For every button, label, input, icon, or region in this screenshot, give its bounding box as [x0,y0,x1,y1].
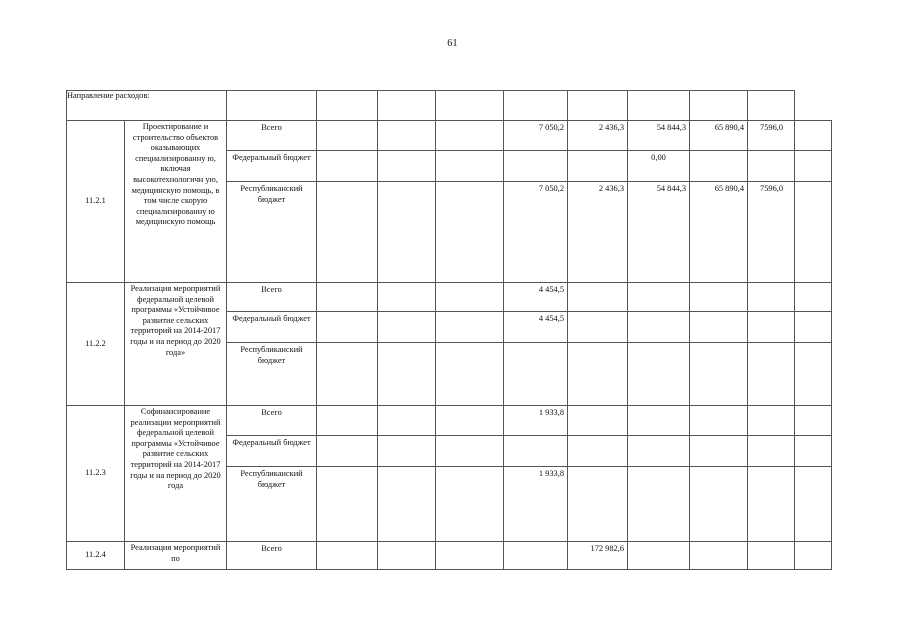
row-code: 11.2.1 [67,121,125,283]
table-row [67,542,832,570]
table-row [67,406,832,436]
value-cell: 54 844,3 [628,121,690,151]
value-cell [748,343,795,406]
empty-cell [795,283,832,312]
value-cell [568,436,628,467]
table-row [67,283,832,312]
empty-cell [436,151,504,182]
empty-cell [436,467,504,542]
value-cell: 7 050,2 [504,121,568,151]
empty-cell [795,182,832,283]
value-cell: 2 436,3 [568,182,628,283]
value-cell [628,542,690,570]
row-code: 11.2.4 [67,542,125,570]
empty-cell [436,283,504,312]
budget-table [66,90,832,570]
empty-cell [378,121,436,151]
empty-cell [317,283,378,312]
empty-cell [378,406,436,436]
value-cell: 0,00 [628,151,690,182]
value-cell: 4 454,5 [504,312,568,343]
value-cell [748,283,795,312]
row-name: Реализация мероприятий по [125,542,227,570]
empty-cell [795,121,832,151]
value-cell: 4 454,5 [504,283,568,312]
empty-cell [378,467,436,542]
empty-cell [795,312,832,343]
value-cell: 7 050,2 [504,182,568,283]
value-cell [690,542,748,570]
empty-cell [795,436,832,467]
funding-source: Всего [227,121,317,151]
empty-cell [317,542,378,570]
empty-cell [378,283,436,312]
value-cell [748,406,795,436]
value-cell [504,343,568,406]
value-cell: 54 844,3 [628,182,690,283]
empty-cell [795,151,832,182]
funding-source: Федеральный бюджет [227,312,317,343]
value-cell [504,436,568,467]
direction-label: Направление расходов: [67,91,227,121]
funding-source: Республиканский бюджет [227,182,317,283]
value-cell: 172 982,6 [568,542,628,570]
value-cell: 1 933,8 [504,467,568,542]
empty-cell [795,467,832,542]
value-cell [568,151,628,182]
row-code: 11.2.2 [67,283,125,406]
empty-cell [436,121,504,151]
value-cell: 65 890,4 [690,121,748,151]
row-name: Софинансирование реализации мероприятий федеральной целевой программы «Устойчивое развитие сельских территорий на 2014-2017 годы и на период до 2020 года [125,406,227,542]
funding-source: Всего [227,406,317,436]
direction-header-row [67,91,832,121]
empty-cell [378,343,436,406]
value-cell [690,312,748,343]
value-cell [568,283,628,312]
empty-cell [378,542,436,570]
value-cell [690,467,748,542]
value-cell [748,151,795,182]
empty-cell [436,343,504,406]
value-cell [690,283,748,312]
value-cell: 7596,0 [748,121,795,151]
row-name: Реализация мероприятий федеральной целевой программы «Устойчивое развитие сельских территорий на 2014-2017 годы и на период до 2020 года» [125,283,227,406]
value-cell [568,406,628,436]
funding-source: Федеральный бюджет [227,436,317,467]
empty-cell [795,343,832,406]
value-cell [748,542,795,570]
empty-cell [317,406,378,436]
empty-cell [378,151,436,182]
empty-cell [436,312,504,343]
value-cell [628,406,690,436]
value-cell [690,406,748,436]
empty-cell [436,436,504,467]
funding-source: Всего [227,283,317,312]
empty-cell [317,121,378,151]
empty-cell [317,151,378,182]
value-cell [504,542,568,570]
empty-cell [317,343,378,406]
empty-cell [795,542,832,570]
value-cell [628,467,690,542]
value-cell [748,312,795,343]
row-code: 11.2.3 [67,406,125,542]
page-number: 61 [447,38,458,49]
value-cell [748,467,795,542]
value-cell: 7596,0 [748,182,795,283]
empty-cell [378,312,436,343]
empty-cell [378,436,436,467]
value-cell [690,436,748,467]
value-cell [568,467,628,542]
funding-source: Республиканский бюджет [227,343,317,406]
empty-cell [436,406,504,436]
funding-source: Республиканский бюджет [227,467,317,542]
value-cell: 1 933,8 [504,406,568,436]
value-cell [690,151,748,182]
value-cell: 2 436,3 [568,121,628,151]
value-cell [628,312,690,343]
value-cell [628,436,690,467]
empty-cell [317,436,378,467]
value-cell [504,151,568,182]
empty-cell [317,467,378,542]
empty-cell [317,182,378,283]
empty-cell [795,406,832,436]
funding-source: Всего [227,542,317,570]
value-cell [568,312,628,343]
empty-cell [436,542,504,570]
row-name: Проектирование и строительство объектов оказывающих специализированну ю, включая высокотехнологичн ую, медицинскую помощь, в том числе скорую специализированну ю медицинскую помощь [125,121,227,283]
empty-cell [436,182,504,283]
table-row [67,121,832,151]
value-cell [748,436,795,467]
funding-source: Федеральный бюджет [227,151,317,182]
value-cell [690,343,748,406]
value-cell [628,283,690,312]
value-cell [628,343,690,406]
empty-cell [378,182,436,283]
empty-cell [317,312,378,343]
value-cell: 65 890,4 [690,182,748,283]
value-cell [568,343,628,406]
